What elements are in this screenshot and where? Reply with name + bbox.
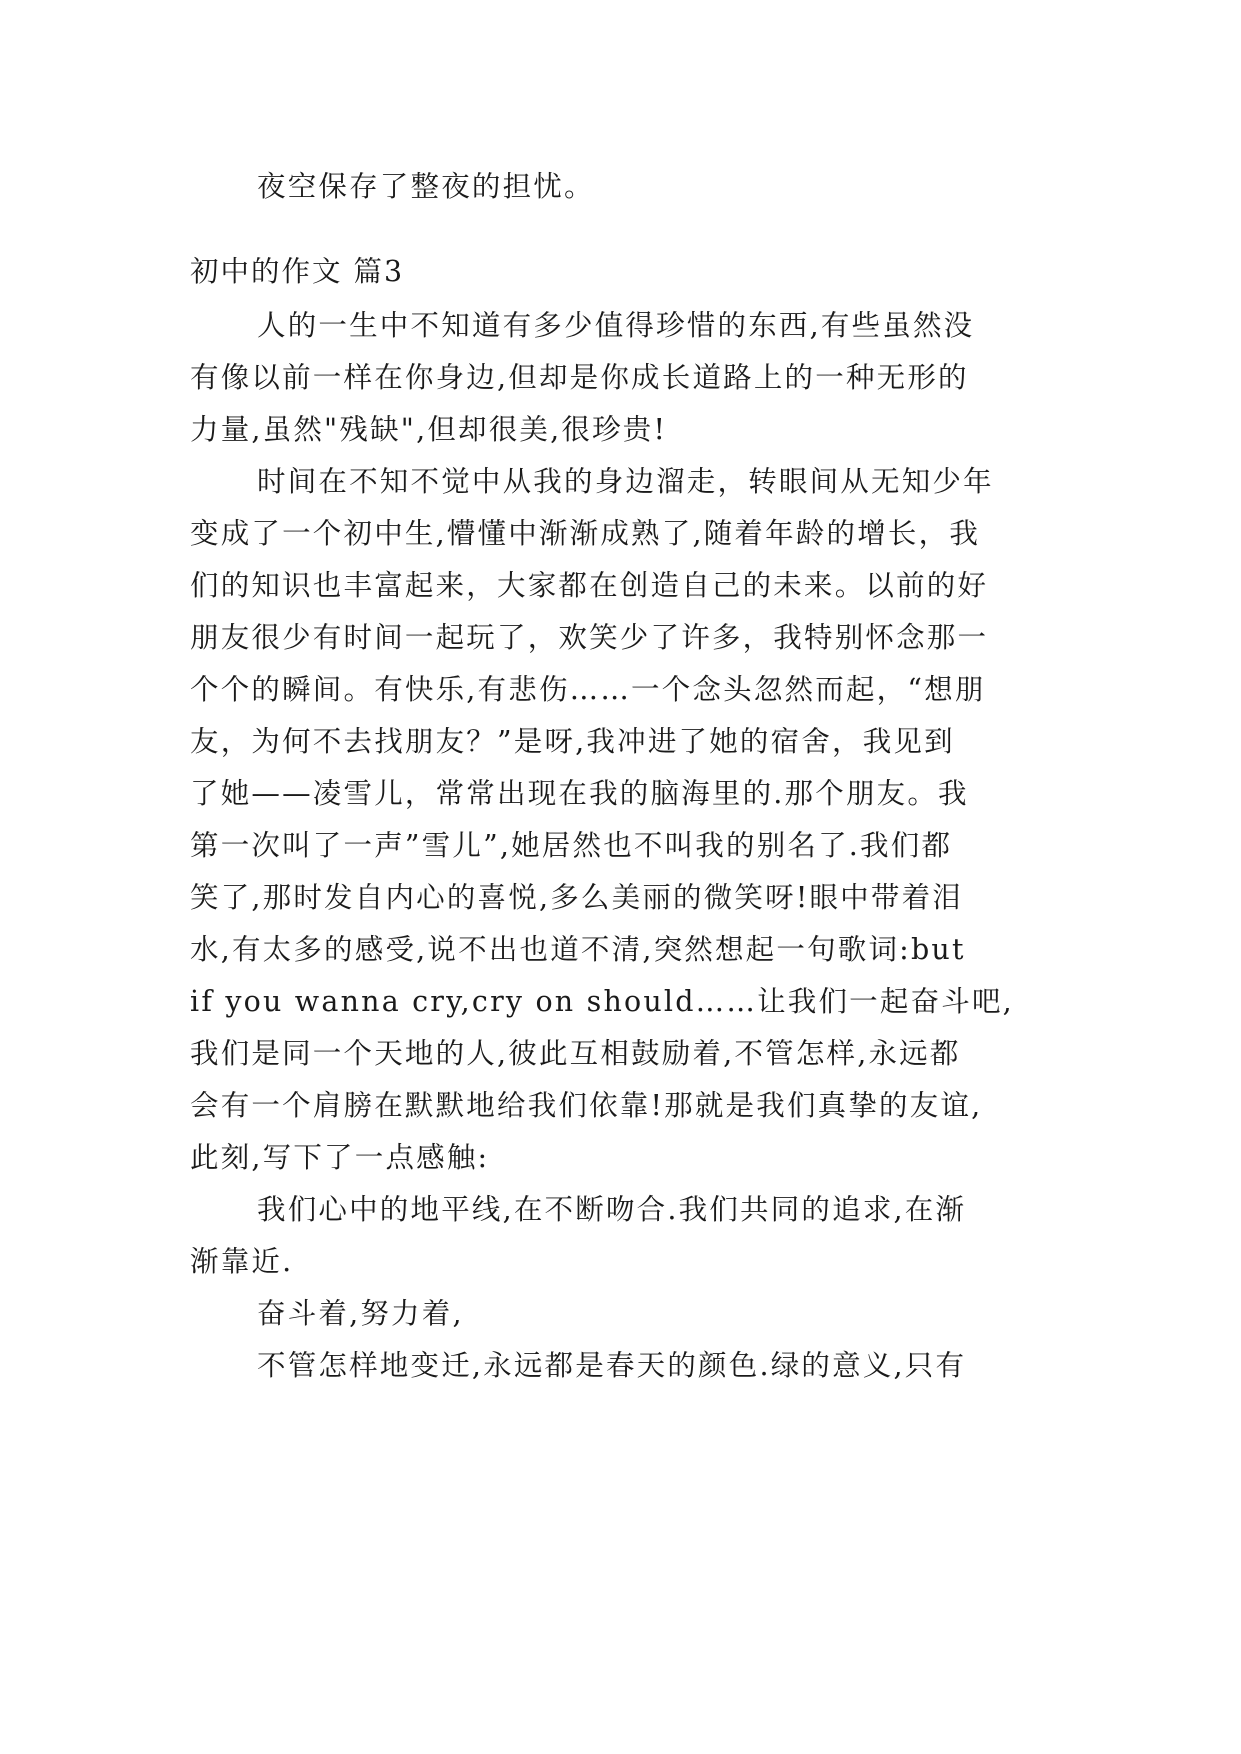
paragraph-line: 水,有太多的感受,说不出也道不清,突然想起一句歌词:but <box>190 933 966 966</box>
paragraph-line: 了她——凌雪儿，常常出现在我的脑海里的.那个朋友。我 <box>190 777 969 810</box>
paragraph-line: 有像以前一样在你身边,但却是你成长道路上的一种无形的 <box>190 361 969 394</box>
paragraph-line: 变成了一个初中生,懵懂中渐渐成熟了,随着年龄的增长，我 <box>190 517 981 550</box>
paragraph-line: 第一次叫了一声”雪儿”,她居然也不叫我的别名了.我们都 <box>190 829 953 862</box>
paragraph-line: 时间在不知不觉中从我的身边溜走，转眼间从无知少年 <box>257 465 994 498</box>
paragraph-line: 夜空保存了整夜的担忧。 <box>257 170 595 203</box>
paragraph-line: 此刻,写下了一点感触: <box>190 1141 490 1174</box>
paragraph-line: 我们是同一个天地的人,彼此互相鼓励着,不管怎样,永远都 <box>190 1037 961 1070</box>
paragraph-line: 友，为何不去找朋友？”是呀,我冲进了她的宿舍，我见到 <box>190 725 955 758</box>
paragraph-line: 们的知识也丰富起来，大家都在创造自己的未来。以前的好 <box>190 569 989 602</box>
paragraph-line: 奋斗着,努力着, <box>257 1297 464 1330</box>
paragraph-line: 会有一个肩膀在默默地给我们依靠!那就是我们真挚的友谊, <box>190 1089 983 1122</box>
paragraph-line: 个个的瞬间。有快乐,有悲伤……一个念头忽然而起，“想朋 <box>190 673 986 706</box>
paragraph-line: 人的一生中不知道有多少值得珍惜的东西,有些虽然没 <box>257 309 975 342</box>
paragraph-line: if you wanna cry,cry on should……让我们一起奋斗吧, <box>190 985 1014 1018</box>
section-title: 初中的作文 篇3 <box>190 255 405 288</box>
paragraph-line: 渐靠近. <box>190 1245 294 1278</box>
paragraph-line: 笑了,那时发自内心的喜悦,多么美丽的微笑呀!眼中带着泪 <box>190 881 963 914</box>
paragraph-line: 朋友很少有时间一起玩了，欢笑少了许多，我特别怀念那一 <box>190 621 989 654</box>
paragraph-line: 不管怎样地变迁,永远都是春天的颜色.绿的意义,只有 <box>257 1349 967 1382</box>
paragraph-line: 我们心中的地平线,在不断吻合.我们共同的追求,在渐 <box>257 1193 967 1226</box>
paragraph-line: 力量,虽然"残缺",但却很美,很珍贵! <box>190 413 668 446</box>
